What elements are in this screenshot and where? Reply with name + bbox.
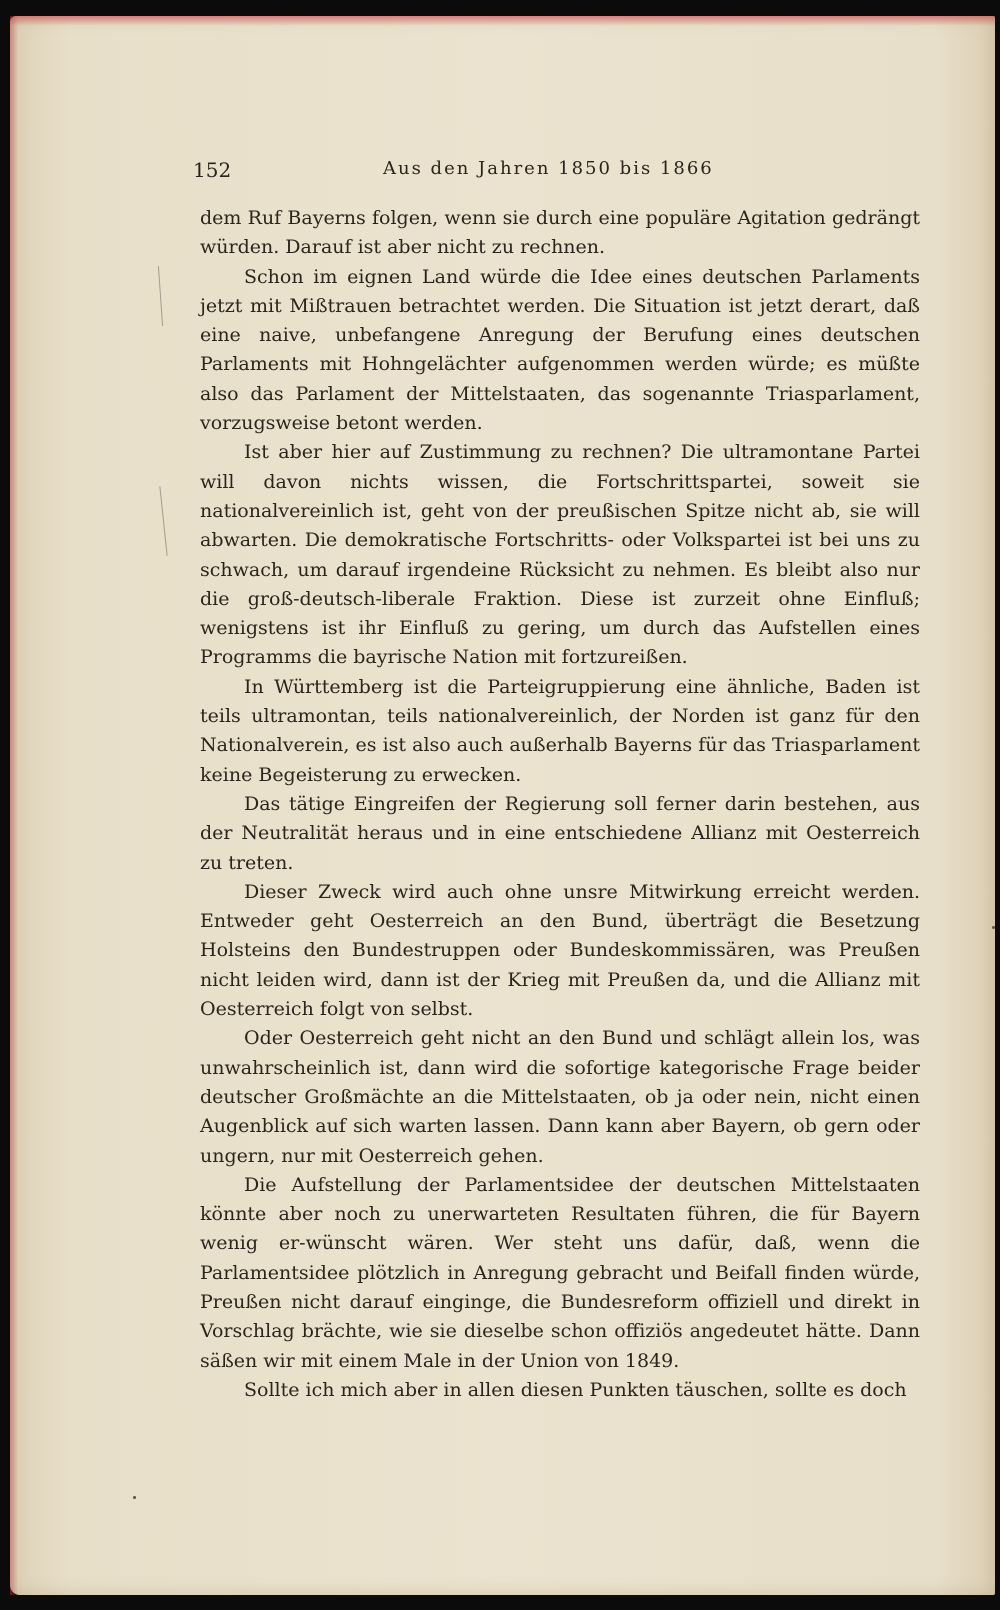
paper-speck xyxy=(992,926,995,929)
paragraph: In Württemberg ist die Parteigruppierung eine ähnliche, Baden ist teils ultramontan, teils nationalvereinlich, der Norden ist ganz für den Nationalverein, es ist also auch außerhalb Bayerns für das Triasparlament keine Begeisterung zu erwecken. xyxy=(200,675,920,786)
paragraph: Das tätige Eingreifen der Regierung soll ferner darin bestehen, aus der Neutralität heraus und in eine entschiedene Allianz mit Oesterreich zu treten. xyxy=(200,792,920,874)
paper-speck xyxy=(133,1496,136,1499)
page-header xyxy=(193,158,953,184)
pencil-mark xyxy=(159,486,167,556)
paragraph: Oder Oesterreich geht nicht an den Bund und schlägt allein los, was unwahrscheinlich ist, dann wird die sofortige kategorische Frage beider deutscher Großmächte an die Mittelstaaten, ob ja oder nein, nicht einen Augenblick auf sich warten lassen. Dann kann aber Bayern, ob gern oder ungern, nur mit Oesterreich gehen. xyxy=(200,1027,920,1167)
body-text xyxy=(200,204,920,1405)
paragraph: dem Ruf Bayerns folgen, wenn sie durch eine populäre Agitation gedrängt würden. Darauf ist aber nicht zu rechnen. xyxy=(200,207,920,259)
paragraph: Ist aber hier auf Zustimmung zu rechnen? Die ultramontane Partei will davon nichts wissen, die Fortschrittspartei, soweit sie nationalvereinlich ist, geht von der preußischen Spitze nicht ab, sie will abwarten. Die demokratische Fortschritts- oder Volkspartei ist bei uns zu schwach, um darauf irgendeine Rücksicht zu nehmen. Es bleibt also nur die groß-deutsch-liberale Fraktion. Diese ist zurzeit ohne Einfluß; wenigstens ist ihr Einfluß zu gering, um durch das Aufstellen eines Programms die bayrische Nation mit fortzureißen. xyxy=(200,441,920,669)
paragraph: Sollte ich mich aber in allen diesen Punkten täuschen, sollte es doch xyxy=(244,1378,907,1401)
book-page xyxy=(10,16,995,1595)
paragraph: Die Aufstellung der Parlamentsidee der deutschen Mittelstaaten könnte aber noch zu unerwarteten Resultaten führen, die für Bayern wenig er-wünscht wären. Wer steht uns dafür, daß, wenn die Parlamentsidee plötzlich in Anregung gebracht und Beifall finden würde, Preußen nicht darauf einginge, die Bundesreform offiziell und direkt in Vorschlag brächte, wie sie dieselbe schon offiziös angedeutet hätte. Dann säßen wir mit einem Male in der Union von 1849. xyxy=(200,1173,920,1372)
running-title: Aus den Jahren 1850 bis 1866 xyxy=(383,158,714,179)
paragraph: Dieser Zweck wird auch ohne unsre Mitwirkung erreicht werden. Entweder geht Oesterreich an den Bund, überträgt die Besetzung Holsteins den Bundestruppen oder Bundeskommissären, was Preußen nicht leiden wird, dann ist der Krieg mit Preußen da, und die Allianz mit Oesterreich folgt von selbst. xyxy=(200,880,920,1021)
pencil-mark xyxy=(158,266,163,326)
paragraph: Schon im eignen Land würde die Idee eines deutschen Parlaments jetzt mit Mißtrauen betrachtet werden. Die Situation ist jetzt derart, daß eine naive, unbefangene Anregung der Berufung eines deutschen Parlaments mit Hohngelächter aufgenommen werden würde; es müßte also das Parlament der Mittelstaaten, das sogenannte Triasparlament, vorzugsweise betont werden. xyxy=(200,265,920,435)
page-number: 152 xyxy=(193,158,232,182)
